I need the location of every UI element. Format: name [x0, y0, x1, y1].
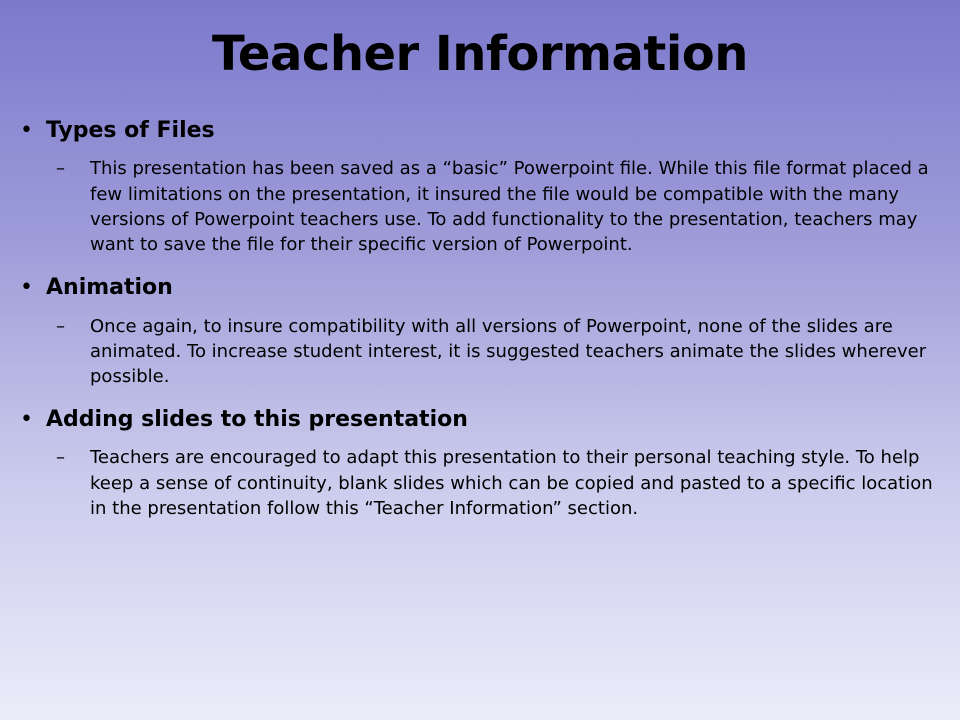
sub-item-adding-slides: [18, 445, 953, 521]
bullet-dot: •: [20, 407, 33, 433]
sub-text: Once again, to insure compatibility with all versions of Powerpoint, none of the slides are animated. To increase student interest, it is suggested teachers animate the slides wherever possible.: [90, 315, 927, 387]
sub-dash: –: [56, 158, 65, 180]
bullet-heading: Types of Files: [46, 118, 215, 143]
bullet-heading: Animation: [46, 275, 173, 301]
sub-item-animation: [18, 314, 953, 390]
bullet-adding-slides: [18, 407, 953, 433]
sub-item-types-of-files: [18, 156, 953, 257]
bullet-dot: •: [20, 118, 33, 143]
sub-dash: –: [56, 447, 65, 469]
bullet-heading: Adding slides to this presentation: [46, 407, 468, 433]
sub-dash: –: [56, 315, 65, 337]
sub-text: Teachers are encouraged to adapt this presentation to their personal teaching style. To help keep a sense of continuity, blank slides which can be copied and pasted to a specific location in the presentation follow this “Teacher Information” section.: [90, 447, 933, 519]
bullet-types-of-files: [18, 118, 953, 144]
bullet-dot: •: [20, 275, 33, 301]
sub-text: This presentation has been saved as a “basic” Powerpoint file. While this file format placed a few limitations on the presentation, it insured the file would be compatible with the many versions of Powerpoint teachers use. To add functionality to the presentation, teachers may want to save the file for their specific version of Powerpoint.: [90, 158, 929, 255]
slide-content: [18, 118, 953, 539]
bullet-animation: [18, 275, 953, 301]
slide-title: Teacher Information: [212, 26, 748, 82]
